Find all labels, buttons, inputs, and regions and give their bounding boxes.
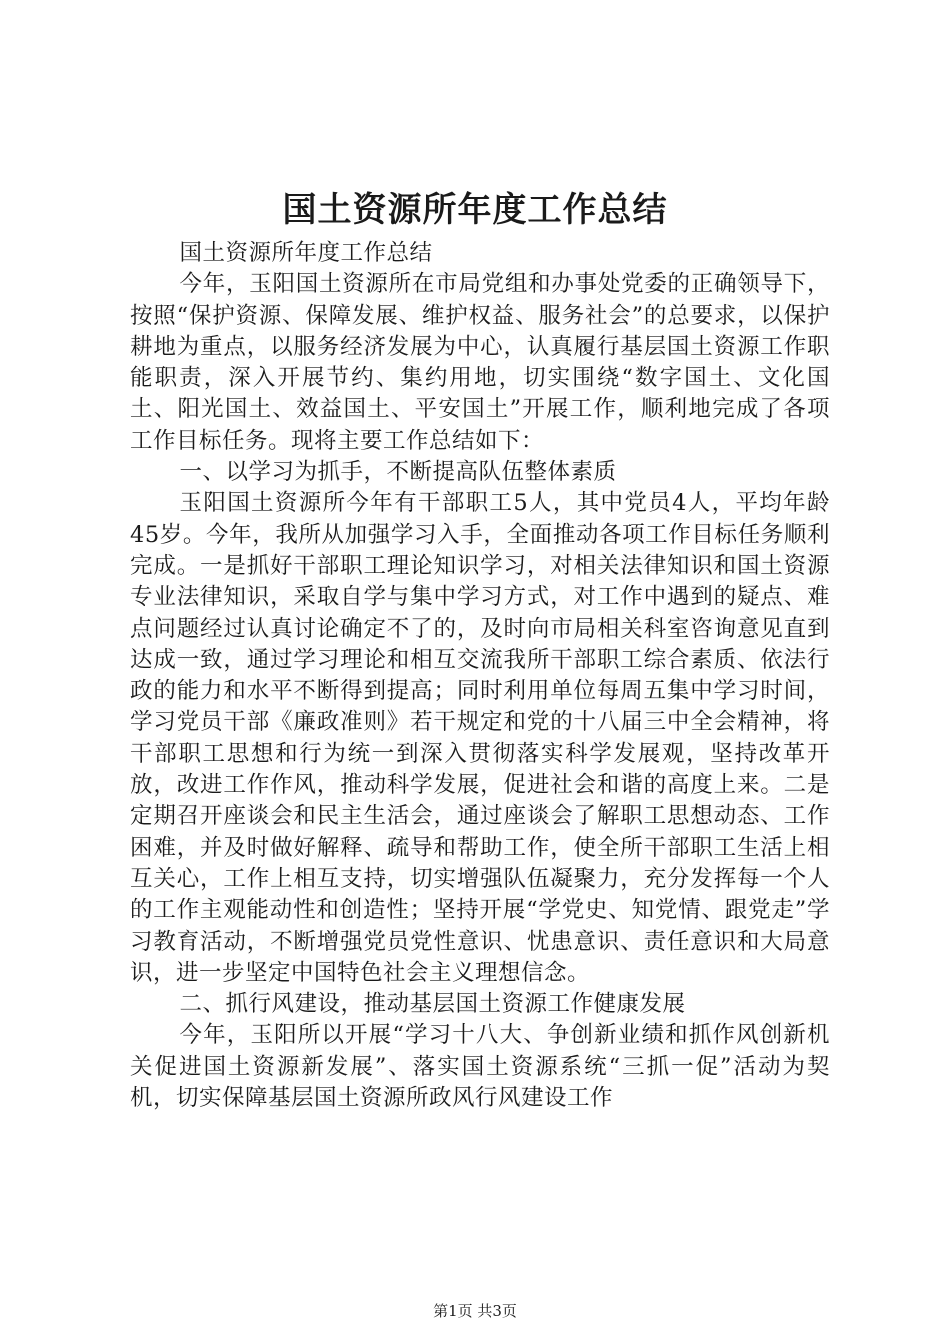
document-body bbox=[130, 238, 830, 1114]
page-footer: 第1页 共3页 bbox=[433, 1302, 517, 1320]
paragraph-subtitle: 国土资源所年度工作总结 bbox=[179, 240, 433, 266]
paragraph-intro: 今年，玉阳国土资源所在市局党组和办事处党委的正确领导下，按照“保护资源、保障发展、维护权益、服务社会”的总要求，以保护耕地为重点，以服务经济发展为中心，认真履行基层国土资源工作职能职责，深入开展节约、集约用地，切实围绕“数字国土、文化国土、阳光国土、效益国土、平安国土”开展工作，顺利地完成了各项工作目标任务。现将主要工作总结如下： bbox=[130, 271, 830, 454]
section-heading-1: 一、以学习为抓手，不断提高队伍整体素质 bbox=[179, 459, 617, 486]
paragraph-section-2: 今年，玉阳所以开展“学习十八大、争创新业绩和抓作风创新机关促进国土资源新发展”、落实国土资源系统“三抓一促”活动为契机，切实保障基层国土资源所政风行风建设工作 bbox=[130, 1022, 830, 1112]
paragraph-section-1: 玉阳国土资源所今年有干部职工5人，其中党员4人，平均年龄45岁。今年，我所从加强学习入手，全面推动各项工作目标任务顺利完成。一是抓好干部职工理论知识学习，对相关法律知识和国土资源专业法律知识，采取自学与集中学习方式，对工作中遇到的疑点、难点问题经过认真讨论确定不了的，及时向市局相关科室咨询意见直到达成一致，通过学习理论和相互交流我所干部职工综合素质、依法行政的能力和水平不断得到提高；同时利用单位每周五集中学习时间，学习党员干部《廉政准则》若干规定和党的十八届三中全会精神，将干部职工思想和行为统一到深入贯彻落实科学发展观，坚持改革开放，改进工作作风，推动科学发展，促进社会和谐的高度上来。二是定期召开座谈会和民主生活会，通过座谈会了解职工思想动态、工作困难，并及时做好解释、疏导和帮助工作，使全所干部职工生活上相互关心，工作上相互支持，切实增强队伍凝聚力，充分发挥每一个人的工作主观能动性和创造性；坚持开展“学党史、知党情、跟党走”学习教育活动，不断增强党员党性意识、忧患意识、责任意识和大局意识，进一步坚定中国特色社会主义理想信念。 bbox=[130, 490, 830, 986]
document-title: 国土资源所年度工作总结 bbox=[282, 190, 668, 230]
section-heading-2: 二、抓行风建设，推动基层国土资源工作健康发展 bbox=[179, 991, 686, 1018]
